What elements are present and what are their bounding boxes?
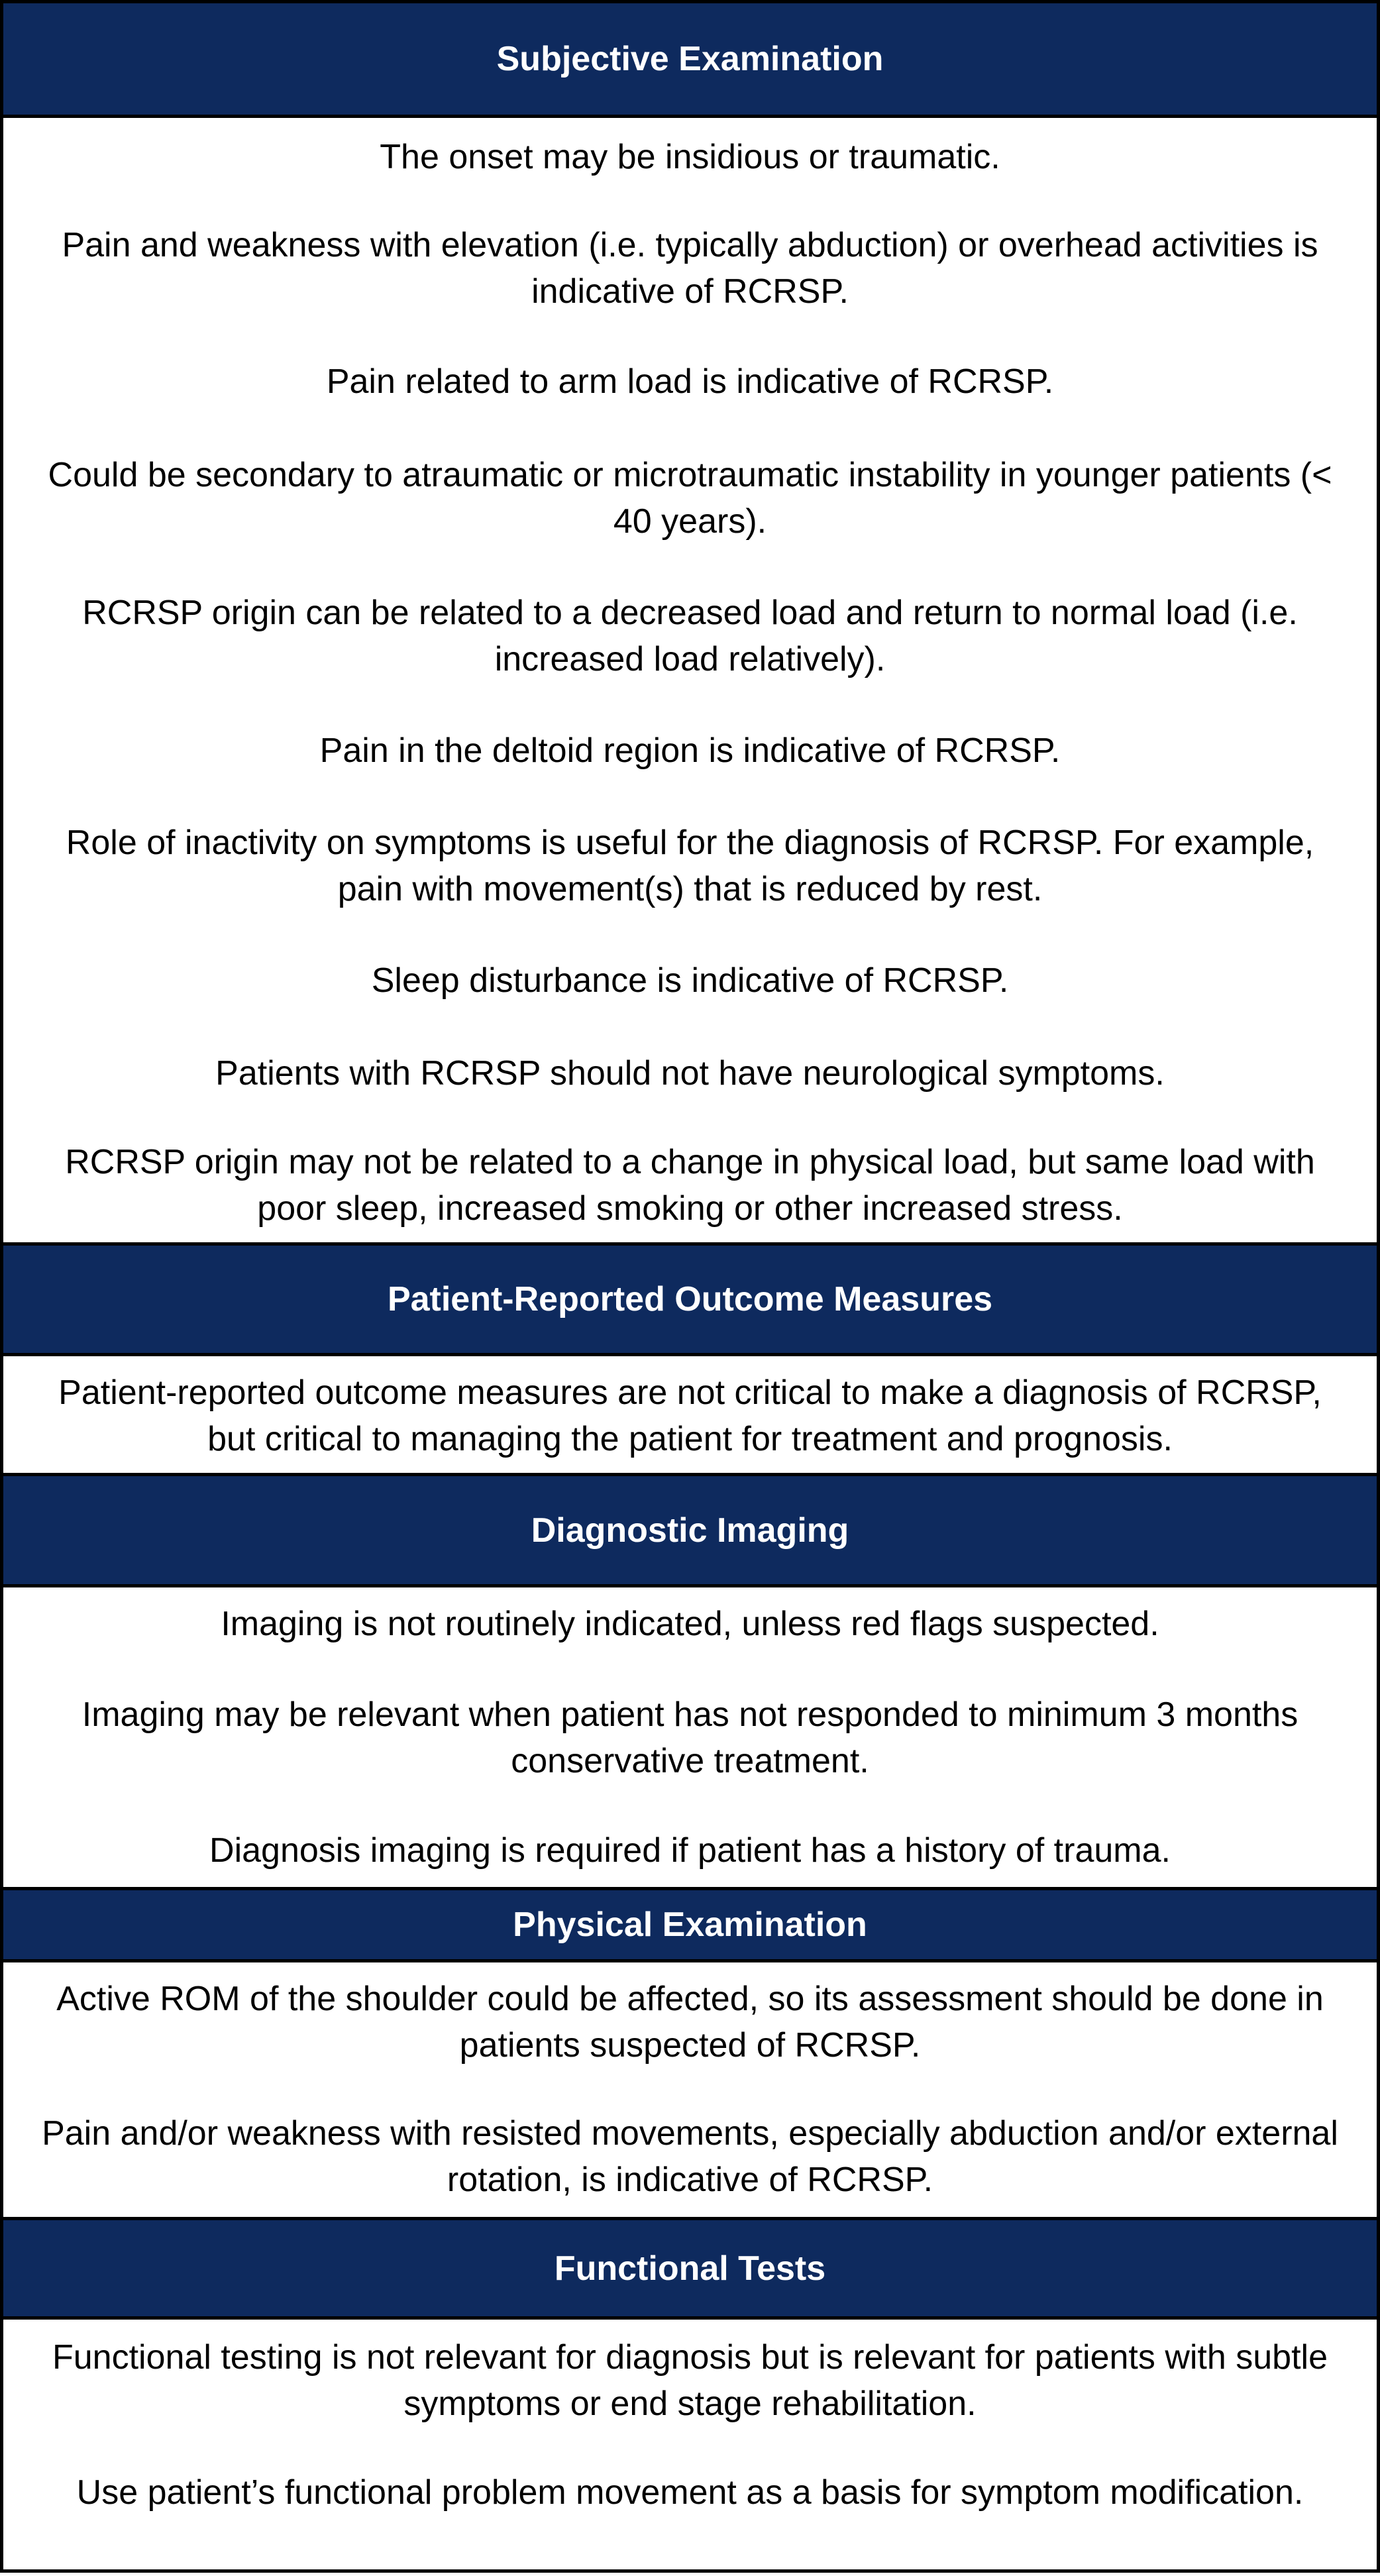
section-body-subjective-examination (3, 118, 1377, 1244)
paragraph: Functional testing is not relevant for diagnosis but is relevant for patients with subtle symptoms or end stage rehabilitation. (52, 2338, 1328, 2423)
section-body-physical-examination (3, 1962, 1377, 2220)
paragraph: Role of inactivity on symptoms is useful for the diagnosis of RCRSP. For example, pain with movement(s) that is reduced by rest. (66, 824, 1314, 908)
section-header-subjective-examination (3, 3, 1377, 118)
section-header-functional-tests (3, 2217, 1377, 2320)
section-title: Subjective Examination (496, 40, 884, 78)
section-title: Patient-Reported Outcome Measures (387, 1280, 993, 1318)
section-title: Diagnostic Imaging (531, 1511, 849, 1550)
paragraph: Patients with RCRSP should not have neurological symptoms. (215, 1054, 1165, 1093)
paragraph: Patient-reported outcome measures are not critical to make a diagnosis of RCRSP, but critical to managing the patient for treatment and prognosis. (58, 1373, 1322, 1458)
section-body-functional-tests (3, 2320, 1377, 2576)
section-title: Physical Examination (513, 1905, 867, 1944)
paragraph: The onset may be insidious or traumatic. (380, 138, 1000, 176)
paragraph: Diagnosis imaging is required if patient has a history of trauma. (209, 1831, 1171, 1870)
section-body-patient-reported-outcome-measures (3, 1356, 1377, 1476)
paragraph: Pain and weakness with elevation (i.e. typically abduction) or overhead activities is indicative of RCRSP. (62, 226, 1318, 311)
paragraph: Use patient’s functional problem movement as a basis for symptom modification. (76, 2473, 1304, 2512)
section-title: Functional Tests (554, 2249, 826, 2288)
section-header-patient-reported-outcome-measures (3, 1242, 1377, 1356)
paragraph: Could be secondary to atraumatic or microtraumatic instability in younger patients (< 40 years). (48, 456, 1332, 541)
section-body-diagnostic-imaging (3, 1587, 1377, 1890)
section-header-diagnostic-imaging (3, 1473, 1377, 1587)
paragraph: Pain related to arm load is indicative of RCRSP. (326, 362, 1054, 401)
paragraph: Pain and/or weakness with resisted movements, especially abduction and/or external rotation, is indicative of RCRSP. (42, 2114, 1338, 2199)
paragraph: Active ROM of the shoulder could be affected, so its assessment should be done in patients suspected of RCRSP. (56, 1980, 1324, 2065)
section-header-physical-examination (3, 1887, 1377, 1962)
paragraph: Pain in the deltoid region is indicative of RCRSP. (319, 731, 1061, 770)
paragraph: Sleep disturbance is indicative of RCRSP. (371, 961, 1009, 1000)
paragraph: Imaging may be relevant when patient has not responded to minimum 3 months conservative treatment. (81, 1695, 1299, 1780)
paragraph: RCRSP origin may not be related to a change in physical load, but same load with poor sleep, increased smoking or other increased stress. (65, 1143, 1315, 1228)
paragraph: RCRSP origin can be related to a decreased load and return to normal load (i.e. increased load relatively). (82, 594, 1298, 678)
paragraph: Imaging is not routinely indicated, unless red flags suspected. (221, 1605, 1159, 1643)
